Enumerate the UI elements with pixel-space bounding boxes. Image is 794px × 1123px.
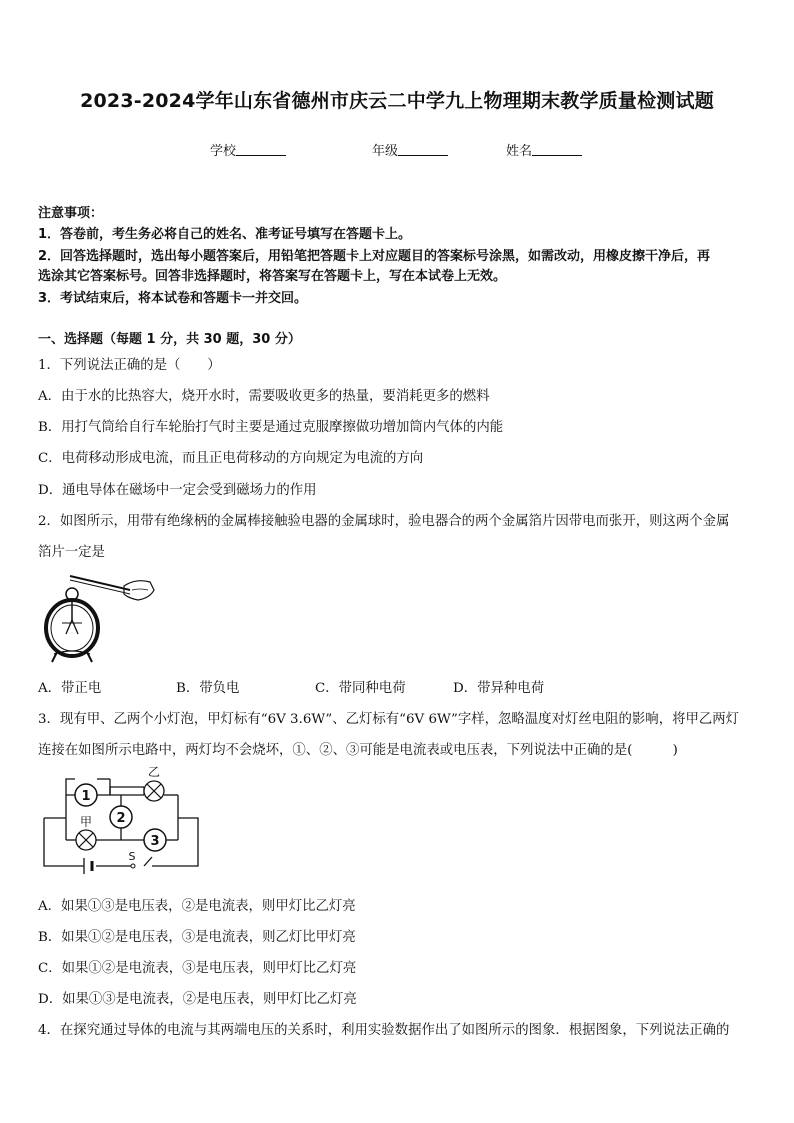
q3-stem: 连接在如图所示电路中，两灯均不会烧坏，①、②、③可能是电流表或电压表，下列说法中正确的是( ) xyxy=(38,743,678,758)
name-label: 姓名 xyxy=(506,144,533,159)
q3-stem: 3．现有甲、乙两个小灯泡，甲灯标有“6V 3.6W”、乙灯标有“6V 6W”字样，忽略温度对灯丝电阻的影响，将甲乙两灯 xyxy=(38,712,740,727)
electroscope-figure xyxy=(40,568,160,668)
q3-option-d: D．如果①③是电流表，②是电压表，则甲灯比乙灯亮 xyxy=(38,992,357,1007)
notice-item: 3．考试结束后，将本试卷和答题卡一并交回。 xyxy=(38,291,308,306)
q3-option-a: A．如果①③是电压表，②是电流表，则甲灯比乙灯亮 xyxy=(38,899,356,914)
q1-option-a: A．由于水的比热容大，烧开水时，需要吸收更多的热量，要消耗更多的燃料 xyxy=(38,389,490,404)
notice-item: 2．回答选择题时，选出每小题答案后，用铅笔把答题卡上对应题目的答案标号涂黑，如需改动，用橡皮擦干净后，再 xyxy=(38,249,711,264)
q1-option-b: B．用打气筒给自行车轮胎打气时主要是通过克服摩擦做功增加筒内气体的内能 xyxy=(38,420,504,435)
page-title: 2023-2024学年山东省德州市庆云二中学九上物理期末教学质量检测试题 xyxy=(80,90,714,112)
meter-1-label: 1 xyxy=(81,789,91,804)
meter-2-label: 2 xyxy=(116,811,126,826)
q2-stem: 箔片一定是 xyxy=(38,545,105,560)
q4-stem: 4．在探究通过导体的电流与其两端电压的关系时，利用实验数据作出了如图所示的图象．根据图象，下列说法正确的 xyxy=(38,1023,730,1038)
q2-option-b: B．带负电 xyxy=(176,681,240,696)
q1-stem: 1．下列说法正确的是（ ） xyxy=(38,358,221,373)
grade-field xyxy=(372,140,448,159)
lamp-a-label: 甲 xyxy=(79,815,93,829)
q3-option-c: C．如果①②是电流表，③是电压表，则甲灯比乙灯亮 xyxy=(38,961,357,976)
name-field xyxy=(506,140,582,159)
grade-label: 年级 xyxy=(372,144,399,159)
circuit-figure xyxy=(40,762,210,880)
q2-option-d: D．带异种电荷 xyxy=(453,681,545,696)
school-field xyxy=(210,140,286,159)
meter-3-label: 3 xyxy=(150,834,160,849)
section-heading: 一、选择题（每题 1 分，共 30 题，30 分） xyxy=(38,332,301,347)
school-label: 学校 xyxy=(210,144,237,159)
q1-option-c: C．电荷移动形成电流，而且正电荷移动的方向规定为电流的方向 xyxy=(38,451,424,466)
q1-option-d: D．通电导体在磁场中一定会受到磁场力的作用 xyxy=(38,483,317,498)
q2-option-c: C．带同种电荷 xyxy=(315,681,406,696)
notice-heading: 注意事项： xyxy=(38,206,104,221)
q3-option-b: B．如果①②是电压表，③是电流表，则乙灯比甲灯亮 xyxy=(38,930,356,945)
switch-label: S xyxy=(128,850,136,863)
lamp-b-label: 乙 xyxy=(147,765,161,779)
q2-option-a: A．带正电 xyxy=(38,681,102,696)
notice-item: 选涂其它答案标号。回答非选择题时，将答案写在答题卡上，写在本试卷上无效。 xyxy=(38,269,507,284)
notice-item: 1．答卷前，考生务必将自己的姓名、准考证号填写在答题卡上。 xyxy=(38,227,412,242)
q2-stem: 2．如图所示，用带有绝缘柄的金属棒接触验电器的金属球时，验电器合的两个金属箔片因带电而张开，则这两个金属 xyxy=(38,514,730,529)
